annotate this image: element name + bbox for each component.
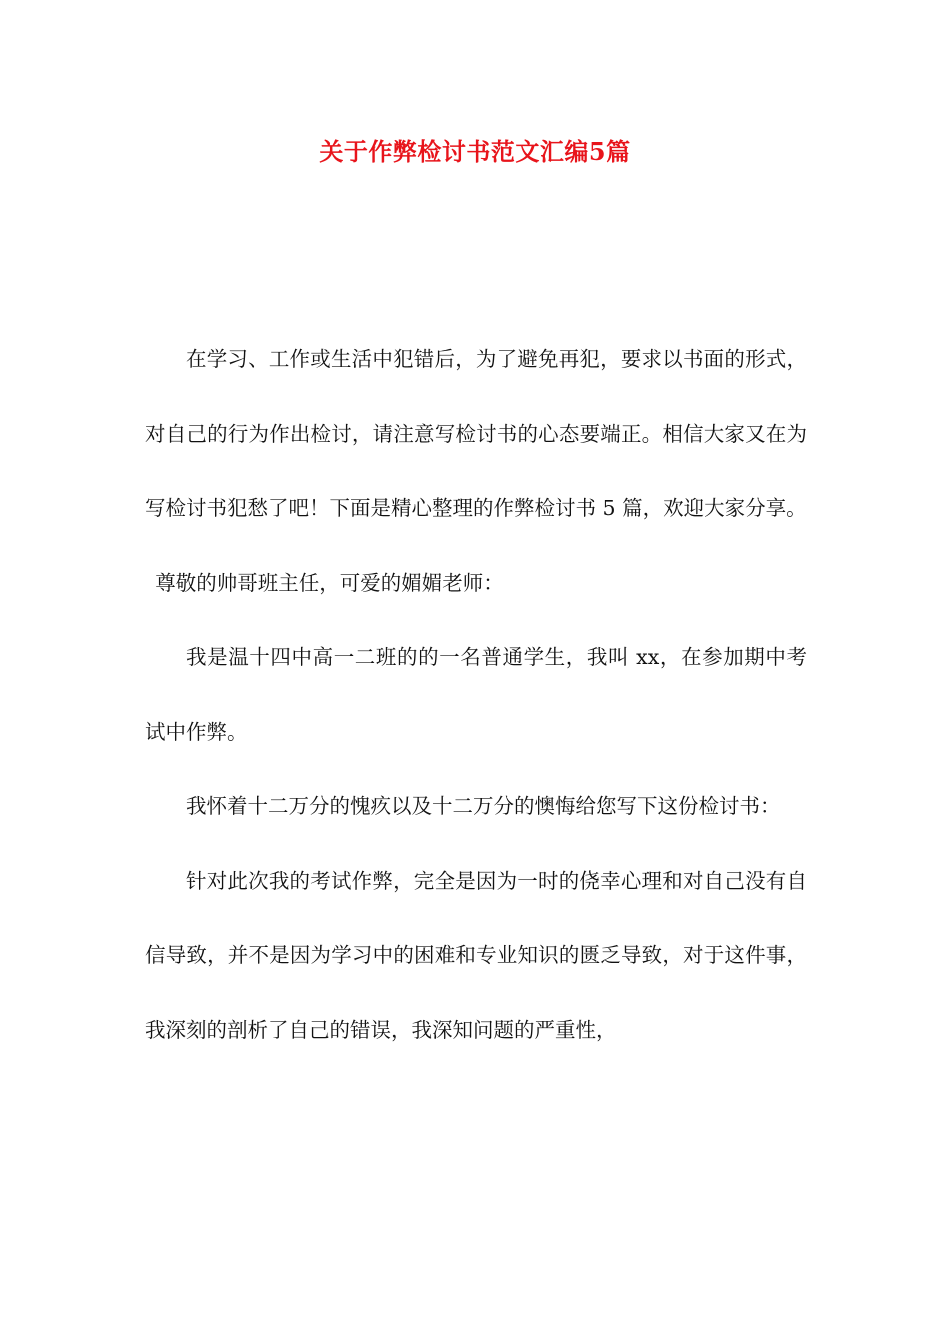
self-introduction-paragraph: 我是温十四中高一二班的的一名普通学生，我叫 xx，在参加期中考试中作弊。 [145,645,807,744]
document-title: 关于作弊检讨书范文汇编5篇 [319,137,631,166]
apology-paragraph: 我怀着十二万分的愧疚以及十二万分的懊悔给您写下这份检讨书： [186,794,781,818]
reflection-paragraph: 针对此次我的考试作弊，完全是因为一时的侥幸心理和对自己没有自信导致，并不是因为学习中的困难和专业知识的匮乏导致，对于这件事，我深刻的剖析了自己的错误，我深知问题的严重性， [145,868,807,1042]
document-body [145,322,807,1067]
intro-paragraph: 在学习、工作或生活中犯错后，为了避免再犯，要求以书面的形式，对自己的行为作出检讨，请注意写检讨书的心态要端正。相信大家又在为写检讨书犯愁了吧！下面是精心整理的作弊检讨书 5 篇，欢迎大家分享。 [145,347,807,520]
salutation-paragraph: 尊敬的帅哥班主任，可爱的媚媚老师： [155,570,504,595]
